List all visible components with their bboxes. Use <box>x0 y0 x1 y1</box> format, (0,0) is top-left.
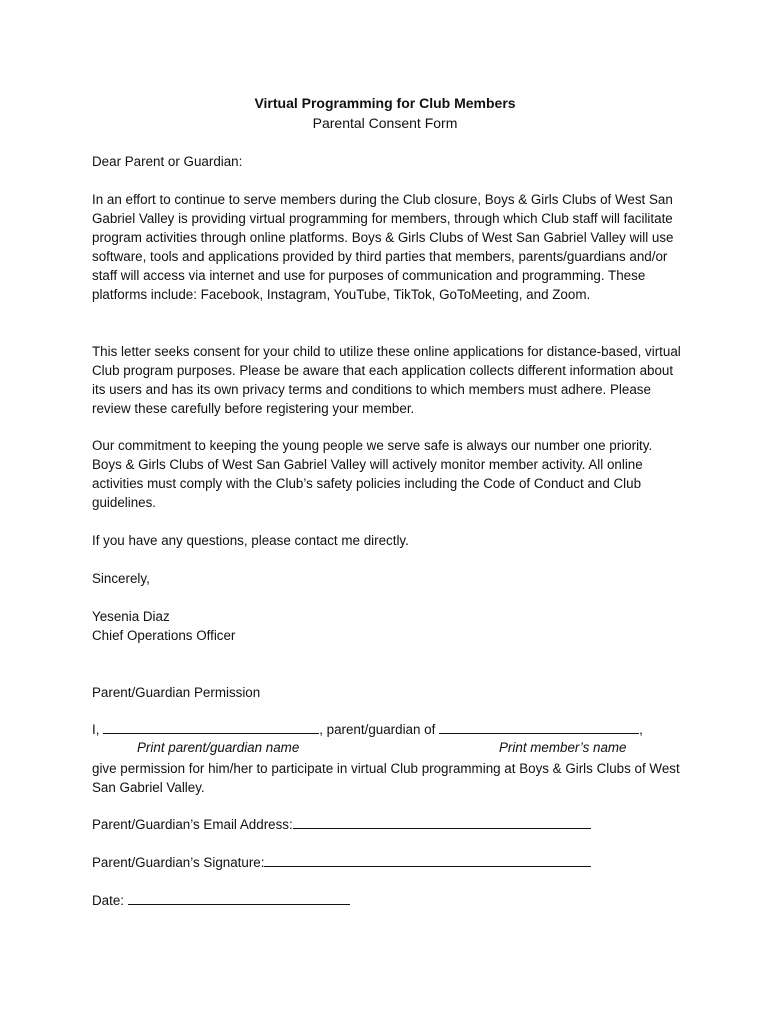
page-subtitle: Parental Consent Form <box>312 115 458 131</box>
guardian-of-label: , parent/guardian of <box>319 722 436 737</box>
date-label: Date: <box>92 893 125 908</box>
intro-paragraph: In an effort to continue to serve members during the Club closure, Boys & Girls Clubs of West San Gabriel Valley is providing virtual programming for members, through which Club staff will facilitate program activities through online platforms. Boys & Girls Clubs of West San Gabriel Valley will use software, tools and applications provided by third parties that members, parents/guardians and/or staff will access via internet and use for purposes of communication and programming. These platforms include: Facebook, Instagram, YouTube, TikTok, GoToMeeting, and Zoom. <box>92 192 674 302</box>
closing: Sincerely, <box>92 571 150 586</box>
page-title: Virtual Programming for Club Members <box>254 95 516 111</box>
signature-label: Parent/Guardian’s Signature: <box>92 855 265 870</box>
email-line <box>92 815 682 834</box>
safety-paragraph: Our commitment to keeping the young people we serve safe is always our number one priority. Boys & Girls Clubs of West San Gabriel Valley will actively monitor member activity. All online activities must comply with the Club’s safety policies including the Code of Conduct and Club guidelines. <box>92 438 653 510</box>
consent-paragraph: This letter seeks consent for your child to utilize these online applications for distance-based, virtual Club program purposes. Please be aware that each application collects different information about its users and has its own privacy terms and conditions to which members must adhere. Please review these carefully before registering your member. <box>92 344 681 416</box>
questions-paragraph: If you have any questions, please contact me directly. <box>92 533 409 548</box>
permission-heading: Parent/Guardian Permission <box>92 685 261 700</box>
signature-field[interactable] <box>264 854 591 867</box>
member-name-field[interactable] <box>439 721 639 734</box>
email-field[interactable] <box>293 816 591 829</box>
date-line <box>92 891 682 910</box>
signer-title: Chief Operations Officer <box>92 628 236 643</box>
print-member-caption: Print member’s name <box>499 740 627 755</box>
permission-statement: give permission for him/her to participate in virtual Club programming at Boys & Girls Clubs of West San Gabriel Valley. <box>92 761 680 795</box>
date-field[interactable] <box>128 892 350 905</box>
guardian-name-field[interactable] <box>103 721 319 734</box>
print-guardian-caption: Print parent/guardian name <box>137 740 300 755</box>
permission-name-line <box>92 720 682 739</box>
comma: , <box>639 722 643 737</box>
signature-line <box>92 853 682 872</box>
signer-name: Yesenia Diaz <box>92 609 170 624</box>
salutation: Dear Parent or Guardian: <box>92 154 243 169</box>
email-label: Parent/Guardian’s Email Address: <box>92 817 293 832</box>
i-prefix: I, <box>92 722 100 737</box>
